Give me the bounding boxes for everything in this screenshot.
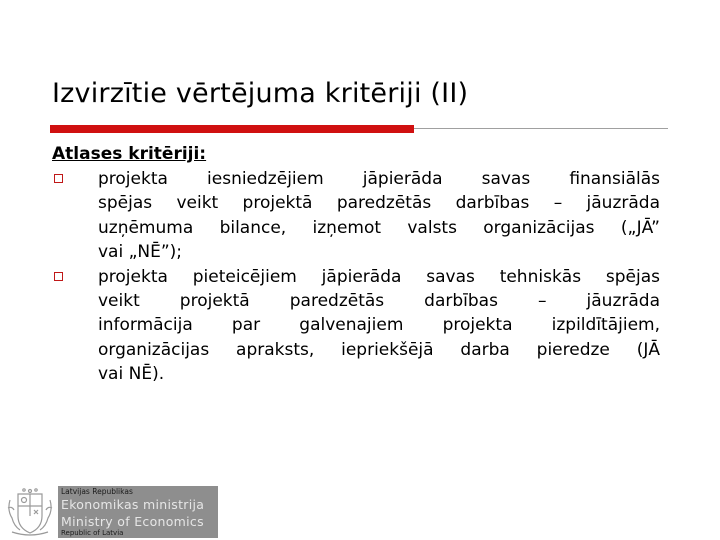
- bullet-line: spējas veikt projektā paredzētās darbības – jāuzrāda: [98, 193, 660, 214]
- bullet-line: vai NĒ).: [98, 364, 165, 385]
- logo-country-text: Republic of Latvia: [61, 529, 124, 537]
- bullet-line: informācija par galvenajiem projekta izpildītājiem,: [98, 315, 660, 336]
- logo-republic-text: Latvijas Republikas: [61, 487, 133, 496]
- bullet-text: [98, 167, 660, 265]
- bullet-item: [52, 265, 660, 387]
- ministry-logo: [0, 484, 220, 540]
- bullet-text: [98, 265, 660, 387]
- bullet-line: vai „NĒ”);: [98, 242, 183, 263]
- bullet-line: uzņēmuma bilance, izņemot valsts organizācijas („JĀ”: [98, 217, 660, 238]
- slide-content: [52, 142, 660, 387]
- bullet-item: [52, 167, 660, 265]
- hollow-square-bullet-icon: [54, 272, 63, 281]
- latvia-coat-of-arms-icon: [4, 486, 56, 538]
- hollow-square-bullet-icon: [54, 174, 63, 183]
- bullet-line: projekta iesniedzējiem jāpierāda savas finansiālās: [98, 169, 660, 189]
- logo-wordmark: [58, 486, 218, 538]
- slide-title: Izvirzītie vērtējuma kritēriji (II): [52, 78, 469, 109]
- logo-ministry-en: Ministry of Economics: [61, 514, 204, 529]
- criteria-heading: Atlases kritēriji:: [52, 144, 207, 164]
- bullet-line: veikt projektā paredzētās darbības – jāuzrāda: [98, 291, 660, 312]
- logo-ministry-lv: Ekonomikas ministrija: [61, 497, 205, 512]
- bullet-line: organizācijas apraksts, iepriekšējā darba pieredze (JĀ: [98, 339, 660, 360]
- title-underline-accent: [50, 125, 414, 133]
- bullet-line: projekta pieteicējiem jāpierāda savas tehniskās spējas: [98, 266, 660, 287]
- title-underline-rule: [414, 128, 668, 129]
